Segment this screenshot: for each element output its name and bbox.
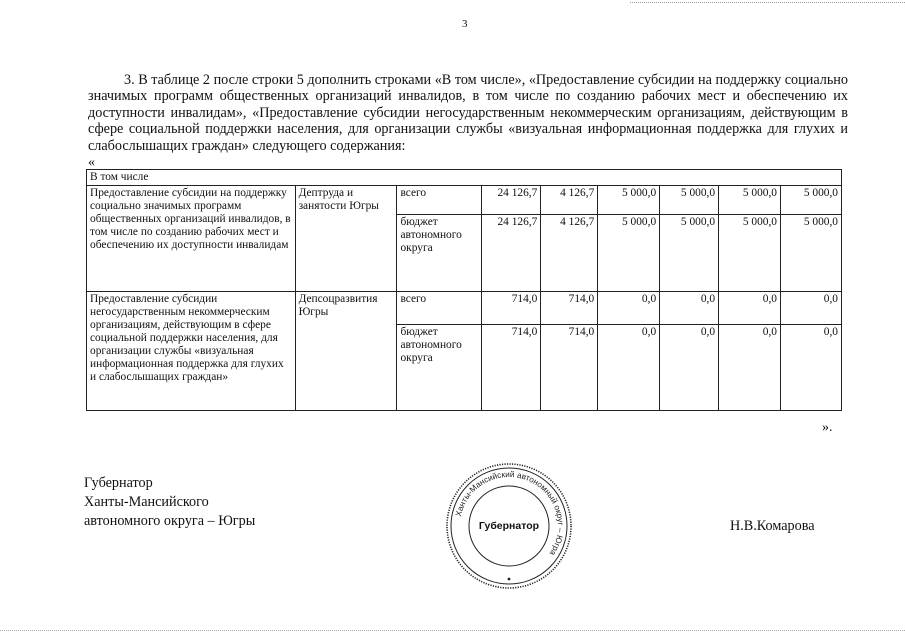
value-cell: 0,0 [598, 292, 660, 325]
signatory-title-line: Ханты-Мансийского [84, 494, 209, 510]
table-row [87, 186, 842, 215]
source-label-cell: бюджет автономного округа [397, 324, 482, 410]
value-cell: 714,0 [482, 292, 541, 325]
value-cell: 5 000,0 [660, 186, 719, 215]
value-cell: 0,0 [719, 292, 781, 325]
value-cell: 5 000,0 [781, 215, 842, 292]
value-cell: 714,0 [482, 324, 541, 410]
agency-cell: Депсоцразвития Югры [295, 292, 397, 411]
value-cell: 714,0 [541, 324, 598, 410]
table-row [87, 292, 842, 325]
value-cell: 4 126,7 [541, 186, 598, 215]
value-cell: 5 000,0 [598, 215, 660, 292]
source-label-cell: всего [397, 292, 482, 325]
source-label-cell: бюджет автономного округа [397, 215, 482, 292]
official-seal [444, 461, 574, 591]
value-cell: 0,0 [781, 292, 842, 325]
signatory-name: Н.В.Комарова [730, 518, 815, 534]
header-cell: В том числе [87, 170, 842, 186]
value-cell: 5 000,0 [719, 186, 781, 215]
signatory-title [84, 474, 255, 531]
value-cell: 5 000,0 [660, 215, 719, 292]
value-cell: 24 126,7 [482, 215, 541, 292]
signatory-title-line: автономного округа – Югры [84, 513, 256, 529]
seal-dot [508, 578, 511, 581]
measure-name-cell: Предоставление субсидии негосударственным некоммерческим организациям, действующим в сфере социальной поддержки населения, для организации службы «визуальная информационная поддержка для глухих и слабослышащих граждан» [87, 292, 296, 411]
value-cell: 0,0 [660, 292, 719, 325]
value-cell: 0,0 [719, 324, 781, 410]
value-cell: 714,0 [541, 292, 598, 325]
value-cell: 5 000,0 [719, 215, 781, 292]
open-quote: « [88, 155, 95, 170]
close-quote: ». [822, 420, 833, 435]
value-cell: 24 126,7 [482, 186, 541, 215]
bottom-edge-line [0, 630, 905, 632]
value-cell: 0,0 [598, 324, 660, 410]
amendment-table [86, 169, 842, 411]
signatory-title-line: Губернатор [84, 475, 153, 491]
value-cell: 5 000,0 [598, 186, 660, 215]
source-label-cell: всего [397, 186, 482, 215]
measure-name-cell: Предоставление субсидии на поддержку социально значимых программ общественных организаций инвалидов, в том числе по созданию рабочих мест и обеспечению их доступности инвалидам [87, 186, 296, 292]
value-cell: 5 000,0 [781, 186, 842, 215]
value-cell: 0,0 [781, 324, 842, 410]
seal-ring-text: Ханты-Мансийский автономный округ – Югра [453, 469, 566, 558]
top-edge-line [630, 2, 905, 4]
value-cell: 0,0 [660, 324, 719, 410]
table-header-row [87, 170, 842, 186]
amendment-paragraph: 3. В таблице 2 после строки 5 дополнить строками «В том числе», «Предоставление субсидии на поддержку социально значимых программ общественных организаций инвалидов, в том числе по созданию рабочих мест и обеспечению их доступности инвалидам», «Предоставление субсидии негосударственным некоммерческим организациям, действующим в сфере социальной поддержки населения, для организации службы «визуальная информационная поддержка для глухих и слабослышащих граждан» следующего содержания: [88, 72, 848, 154]
value-cell: 4 126,7 [541, 215, 598, 292]
agency-cell: Дептруда и занятости Югры [295, 186, 397, 292]
seal-center-text: Губернатор [478, 520, 540, 532]
page-number: 3 [462, 18, 468, 30]
